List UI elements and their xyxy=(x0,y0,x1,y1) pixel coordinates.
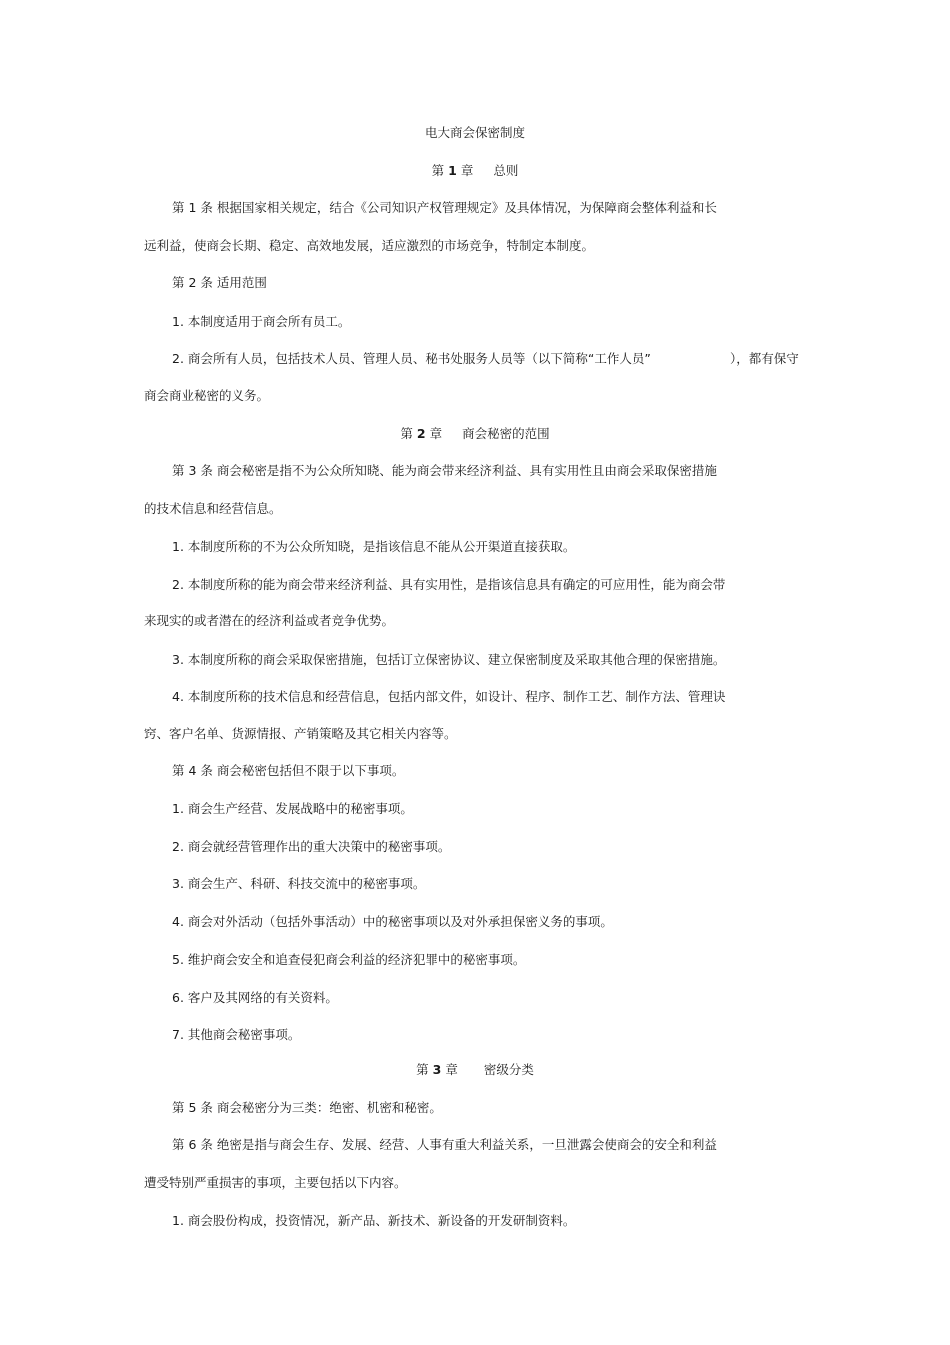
article-4-heading: 第 4 条 商会秘密包括但不限于以下事项。 xyxy=(172,763,405,778)
article-2-item-2-line-1: 2. 商会所有人员，包括技术人员、管理人员、秘书处服务人员等（以下简称“工作人员” xyxy=(172,351,651,366)
article-4-item: 7. 其他商会秘密事项。 xyxy=(172,1027,301,1042)
article-3-item-4-line-1: 4. 本制度所称的技术信息和经营信息，包括内部文件，如设计、程序、制作工艺、制作方法、管理诀 xyxy=(172,689,726,704)
article-4-item: 1. 商会生产经营、发展战略中的秘密事项。 xyxy=(172,801,413,816)
document-title: 电大商会保密制度 xyxy=(424,125,525,140)
article-6-line-1: 第 6 条 绝密是指与商会生存、发展、经营、人事有重大利益关系，一旦泄露会使商会的安全和利益 xyxy=(172,1137,717,1152)
article-3-line-1: 第 3 条 商会秘密是指不为公众所知晓、能为商会带来经济利益、具有实用性且由商会采取保密措施 xyxy=(172,463,717,478)
article-2-item-2-line-2: 商会商业秘密的义务。 xyxy=(144,388,270,403)
article-2-item-2-line-1-tail: ），都有保守 xyxy=(730,351,799,366)
article-3-line-2: 的技术信息和经营信息。 xyxy=(144,501,282,516)
article-3-item-2-line-1: 2. 本制度所称的能为商会带来经济利益、具有实用性，是指该信息具有确定的可应用性，能为商会带 xyxy=(172,577,726,592)
article-3-item-3: 3. 本制度所称的商会采取保密措施，包括订立保密协议、建立保密制度及采取其他合理的保密措施。 xyxy=(172,652,726,667)
chapter-2-heading: 第 2 章 商会秘密的范围 xyxy=(400,426,550,441)
article-6-item-1: 1. 商会股份构成，投资情况，新产品、新技术、新设备的开发研制资料。 xyxy=(172,1213,576,1228)
chapter-1-heading: 第 1 章 总则 xyxy=(431,163,519,178)
article-1-line-2: 远利益，使商会长期、稳定、高效地发展，适应激烈的市场竞争，特制定本制度。 xyxy=(144,238,595,253)
article-2-item-1: 1. 本制度适用于商会所有员工。 xyxy=(172,314,351,329)
article-5-line-1: 第 5 条 商会秘密分为三类：绝密、机密和秘密。 xyxy=(172,1100,442,1115)
article-3-item-2-line-2: 来现实的或者潜在的经济利益或者竞争优势。 xyxy=(144,613,395,628)
article-4-item: 5. 维护商会安全和追查侵犯商会利益的经济犯罪中的秘密事项。 xyxy=(172,952,526,967)
article-1-line-1: 第 1 条 根据国家相关规定，结合《公司知识产权管理规定》及具体情况，为保障商会整体利益和长 xyxy=(172,200,717,215)
article-2-heading: 第 2 条 适用范围 xyxy=(172,275,267,290)
article-4-item: 6. 客户及其网络的有关资料。 xyxy=(172,990,338,1005)
article-3-item-1: 1. 本制度所称的不为公众所知晓，是指该信息不能从公开渠道直接获取。 xyxy=(172,539,576,554)
article-6-line-2: 遭受特别严重损害的事项，主要包括以下内容。 xyxy=(144,1175,407,1190)
article-4-item: 2. 商会就经营管理作出的重大决策中的秘密事项。 xyxy=(172,839,451,854)
chapter-3-heading: 第 3 章 密级分类 xyxy=(416,1062,534,1077)
article-3-item-4-line-2: 窍、客户名单、货源情报、产销策略及其它相关内容等。 xyxy=(144,726,457,741)
article-4-item: 3. 商会生产、科研、科技交流中的秘密事项。 xyxy=(172,876,426,891)
article-4-item: 4. 商会对外活动（包括外事活动）中的秘密事项以及对外承担保密义务的事项。 xyxy=(172,914,613,929)
